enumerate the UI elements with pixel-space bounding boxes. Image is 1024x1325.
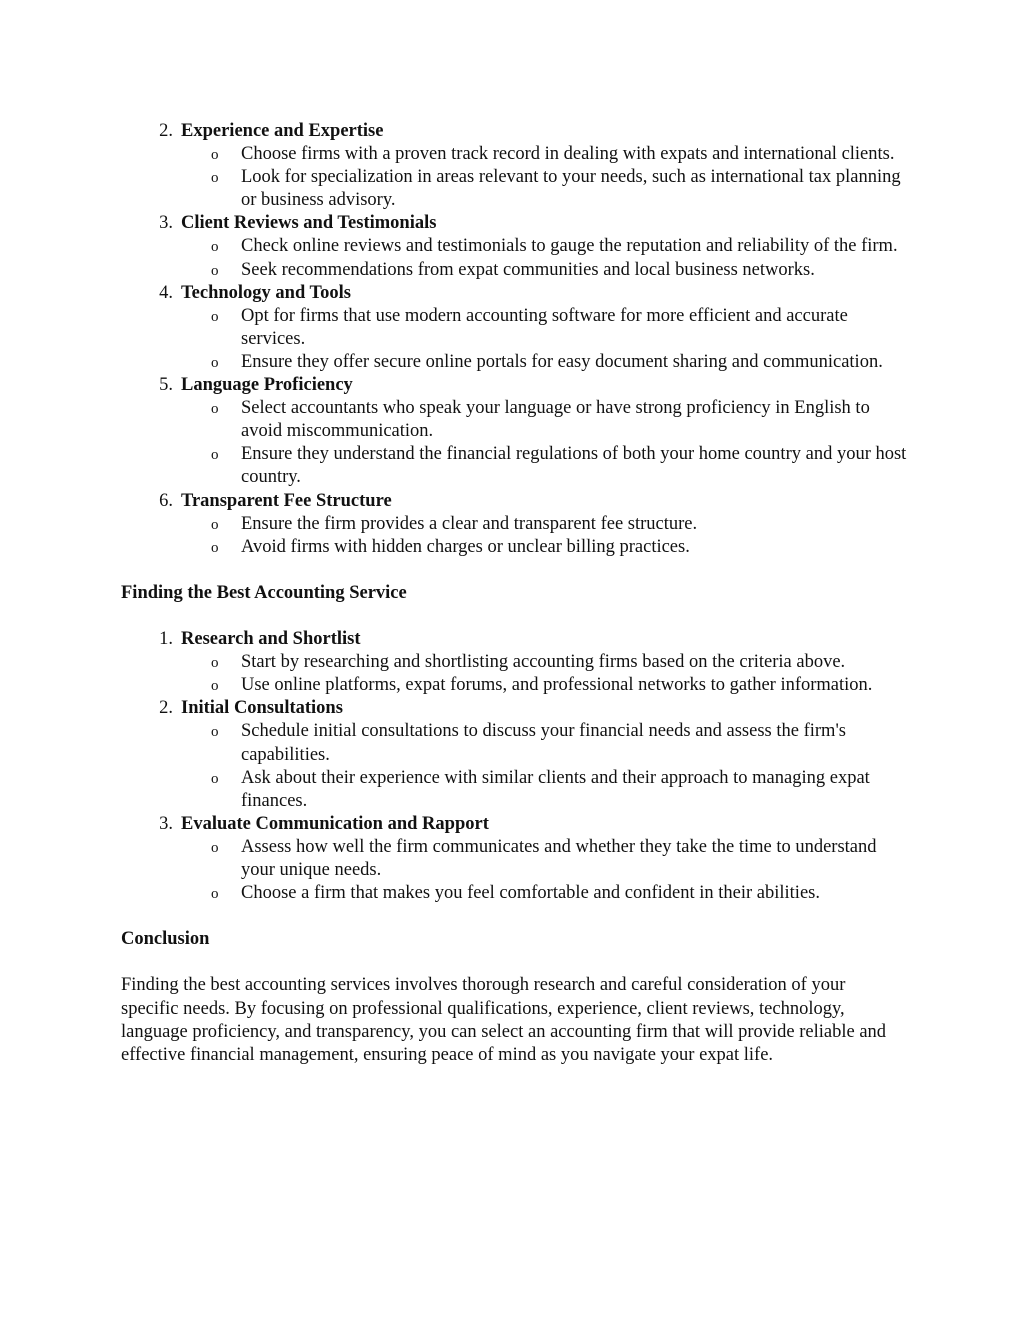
sub-list (181, 397, 911, 489)
spacer (121, 905, 911, 928)
spacer (121, 559, 911, 582)
item-number: 3. (159, 813, 173, 834)
section-heading: Finding the Best Accounting Service (121, 582, 407, 603)
bullet-text: Choose a firm that makes you feel comfortable and confident in their abilities. (241, 883, 820, 904)
sub-list-item (181, 536, 911, 559)
item-number: 2. (159, 698, 173, 719)
spacer (121, 951, 911, 974)
page-content (121, 120, 911, 1067)
item-title: Transparent Fee Structure (181, 490, 392, 511)
sub-list-item (181, 674, 911, 697)
list-item (121, 697, 911, 812)
bullet-icon: o (211, 262, 219, 279)
sub-list (181, 513, 911, 559)
sub-list (181, 836, 911, 905)
bullet-text: Ensure the firm provides a clear and transparent fee structure. (241, 513, 698, 534)
bullet-text: Use online platforms, expat forums, and professional networks to gather information. (241, 675, 873, 696)
bullet-text: Assess how well the firm communicates and whether they take the time to understand your unique needs. (241, 836, 877, 880)
list-item (121, 212, 911, 281)
steps-list (121, 628, 911, 905)
item-number: 4. (159, 282, 173, 303)
item-title: Research and Shortlist (181, 629, 361, 650)
bullet-text: Ask about their experience with similar clients and their approach to managing expat finances. (241, 767, 870, 811)
bullet-icon: o (211, 539, 219, 556)
item-title: Initial Consultations (181, 698, 343, 719)
sub-list-item (181, 143, 911, 166)
bullet-icon: o (211, 516, 219, 533)
bullet-icon: o (211, 447, 219, 464)
bullet-text: Check online reviews and testimonials to gauge the reputation and reliability of the firm. (241, 236, 898, 257)
sub-list-item (181, 443, 911, 489)
item-number: 5. (159, 375, 173, 396)
bullet-icon: o (211, 308, 219, 325)
bullet-text: Ensure they understand the financial regulations of both your home country and your host country. (241, 444, 907, 488)
bullet-icon: o (211, 354, 219, 371)
bullet-text: Avoid firms with hidden charges or unclear billing practices. (241, 536, 690, 557)
sub-list (181, 720, 911, 812)
list-item (121, 813, 911, 905)
list-item (121, 282, 911, 374)
bullet-text: Opt for firms that use modern accounting software for more efficient and accurate services. (241, 305, 848, 349)
list-item (121, 120, 911, 212)
bullet-text: Choose firms with a proven track record in dealing with expats and international clients. (241, 144, 895, 165)
bullet-text: Schedule initial consultations to discuss your financial needs and assess the firm's capabilities. (241, 721, 846, 765)
item-number: 1. (159, 629, 173, 650)
bullet-text: Select accountants who speak your language or have strong proficiency in English to avoid miscommunication. (241, 398, 870, 442)
spacer (121, 605, 911, 628)
bullet-text: Start by researching and shortlisting accounting firms based on the criteria above. (241, 652, 846, 673)
sub-list (181, 651, 911, 697)
bullet-icon: o (211, 678, 219, 695)
sub-list-item (181, 351, 911, 374)
sub-list-item (181, 767, 911, 813)
sub-list-item (181, 651, 911, 674)
sub-list-item (181, 259, 911, 282)
bullet-icon: o (211, 655, 219, 672)
item-title: Client Reviews and Testimonials (181, 213, 437, 234)
bullet-icon: o (211, 239, 219, 256)
item-number: 3. (159, 213, 173, 234)
bullet-icon: o (211, 886, 219, 903)
sub-list (181, 305, 911, 374)
list-item (121, 490, 911, 559)
sub-list (181, 235, 911, 281)
bullet-text: Ensure they offer secure online portals for easy document sharing and communication. (241, 351, 883, 372)
sub-list-item (181, 235, 911, 258)
bullet-icon: o (211, 839, 219, 856)
item-number: 6. (159, 490, 173, 511)
item-number: 2. (159, 121, 173, 141)
sub-list-item (181, 720, 911, 766)
bullet-icon: o (211, 147, 219, 164)
criteria-list (121, 120, 911, 559)
bullet-icon: o (211, 724, 219, 741)
list-item (121, 628, 911, 697)
bullet-icon: o (211, 170, 219, 187)
sub-list-item (181, 836, 911, 882)
sub-list-item (181, 166, 911, 212)
item-title: Evaluate Communication and Rapport (181, 813, 489, 834)
item-title: Language Proficiency (181, 375, 353, 396)
sub-list-item (181, 882, 911, 905)
item-title: Experience and Expertise (181, 121, 384, 141)
bullet-text: Seek recommendations from expat communities and local business networks. (241, 259, 815, 280)
sub-list (181, 143, 911, 212)
sub-list-item (181, 305, 911, 351)
section-heading: Conclusion (121, 929, 210, 950)
bullet-icon: o (211, 770, 219, 787)
bullet-icon: o (211, 401, 219, 418)
conclusion-paragraph: Finding the best accounting services involves thorough research and careful consideration of your specific needs. By focusing on professional qualifications, experience, client reviews, technology, language proficiency, and transparency, you can select an accounting firm that will provide reliable and effective financial management, ensuring peace of mind as you navigate your expat life. (121, 975, 887, 1065)
bullet-text: Look for specialization in areas relevant to your needs, such as international tax planning or business advisory. (241, 167, 901, 211)
list-item (121, 374, 911, 489)
item-title: Technology and Tools (181, 282, 352, 303)
sub-list-item (181, 513, 911, 536)
sub-list-item (181, 397, 911, 443)
